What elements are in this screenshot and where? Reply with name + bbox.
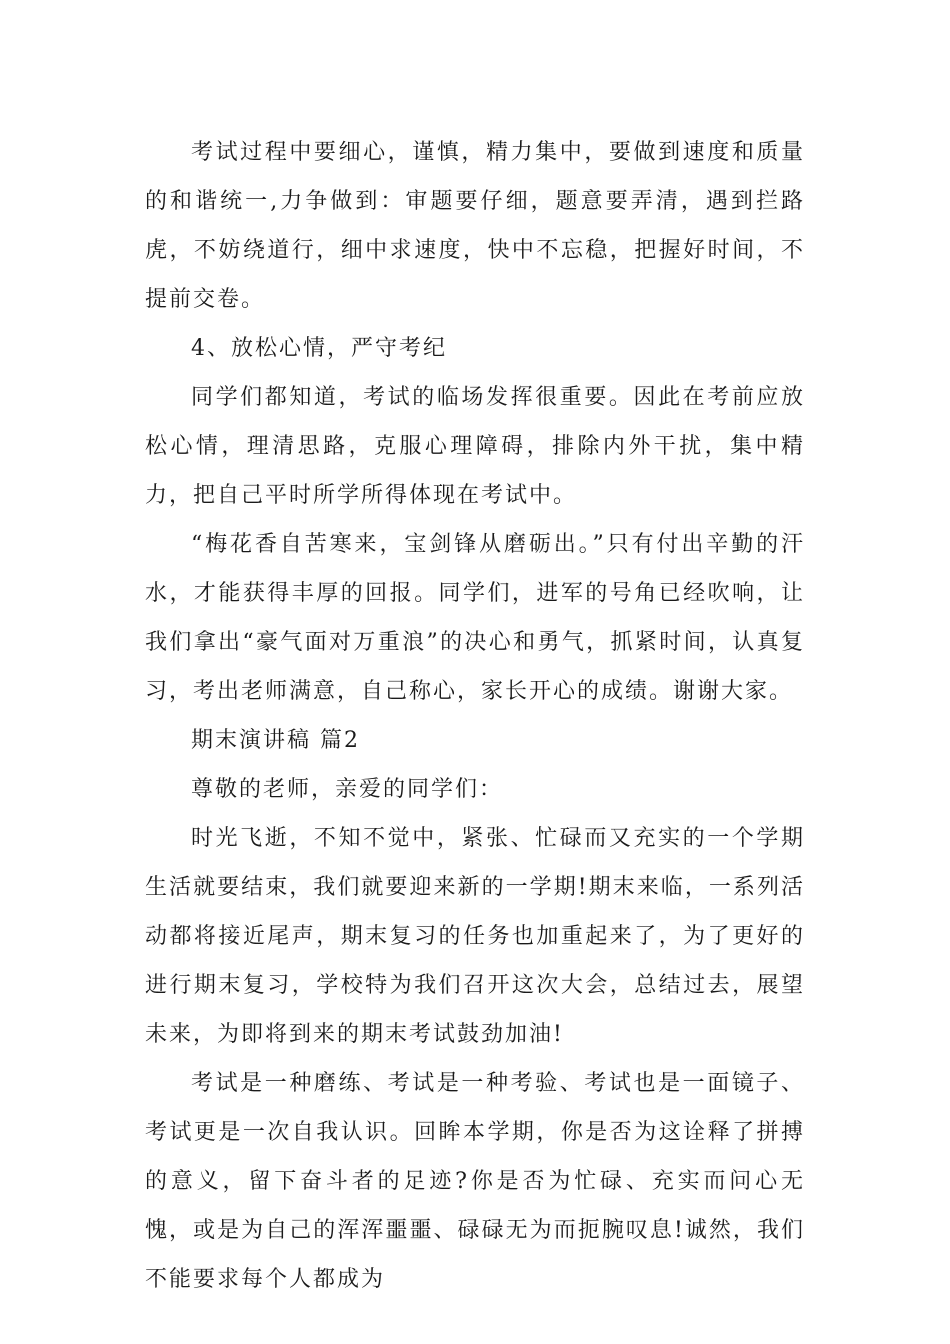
document-body [145,128,805,1304]
paragraph-exam-is-training: 考试是一种磨练、考试是一种考验、考试也是一面镜子、考试更是一次自我认识。回眸本学期，你是否为这诠释了拼搏的意义，留下奋斗者的足迹?你是否为忙碌、充实而问心无愧，或是为自己的浑浑噩噩、碌碌无为而扼腕叹息!诚然，我们不能要求每个人都成为 [145,1071,805,1292]
section-title-speech-2: 期末演讲稿 篇2 [191,728,360,753]
paragraph-plum-blossom-quote: “梅花香自苦寒来，宝剑锋从磨砺出。”只有付出辛勤的汗水，才能获得丰厚的回报。同学们，进军的号角已经吹响，让我们拿出“豪气面对万重浪”的决心和勇气，抓紧时间，认真复习，考出老师满意，自己称心，家长开心的成绩。谢谢大家。 [145,532,805,704]
heading-relax-discipline: 4、放松心情，严守考纪 [191,336,447,361]
salutation: 尊敬的老师，亲爱的同学们： [191,777,504,802]
paragraph-exam-process: 考试过程中要细心，谨慎，精力集中，要做到速度和质量的和谐统一,力争做到：审题要仔细，题意要弄清，遇到拦路虎，不妨绕道行，细中求速度，快中不忘稳，把握好时间，不提前交卷。 [145,140,805,312]
paragraph-time-flies: 时光飞逝，不知不觉中，紧张、忙碌而又充实的一个学期生活就要结束，我们就要迎来新的一学期!期末来临，一系列活动都将接近尾声，期末复习的任务也加重起来了，为了更好的进行期末复习，学校特为我们召开这次大会，总结过去，展望未来，为即将到来的期末考试鼓劲加油! [145,826,805,1047]
paragraph-exam-performance: 同学们都知道，考试的临场发挥很重要。因此在考前应放松心情，理清思路，克服心理障碍，排除内外干扰，集中精力，把自己平时所学所得体现在考试中。 [145,385,805,508]
